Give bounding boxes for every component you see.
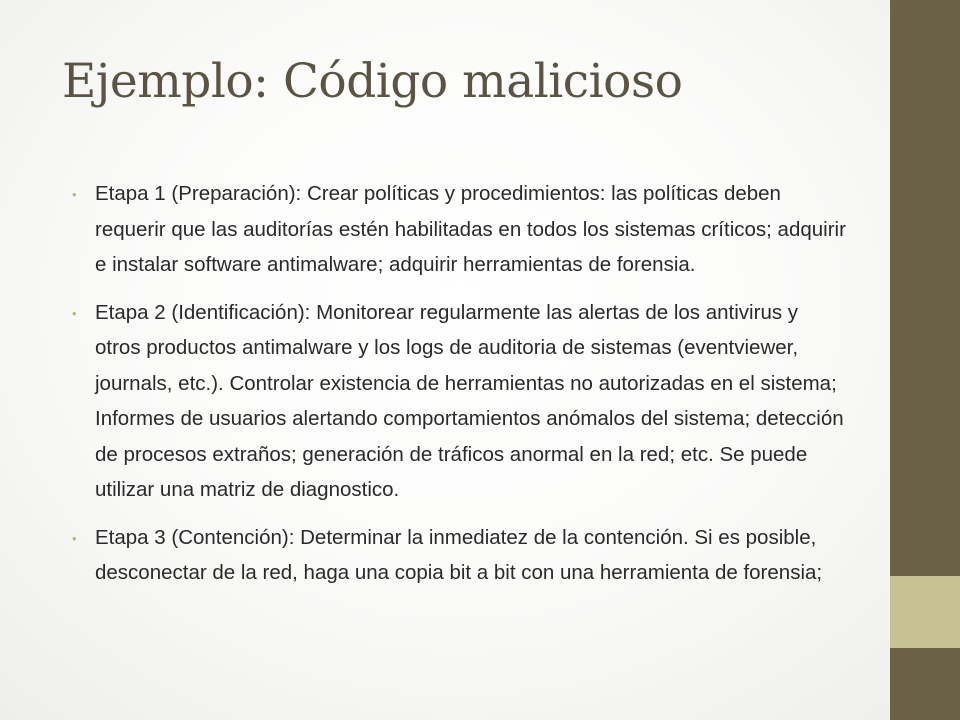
bullet-text: Etapa 3 (Contención): Determinar la inmediatez de la contención. Si es posible, desconectar de la red, haga una copia bit a bit con una herramienta de forensia; <box>95 525 823 584</box>
sidebar-decoration-accent <box>890 576 960 648</box>
bullet-text: Etapa 1 (Preparación): Crear políticas y procedimientos: las políticas deben requerir que las auditorías estén habilitadas en todos los sistemas críticos; adquirir e instalar software antimalware; adquirir herramientas de forensia. <box>95 182 846 276</box>
bullet-item-1 <box>71 176 846 283</box>
sidebar-decoration-top <box>890 0 960 576</box>
bullet-text: Etapa 2 (Identificación): Monitorear regularmente las alertas de los antivirus y otros productos antimalware y los logs de auditoria de sistemas (eventviewer, journals, etc.). Controlar existencia de herramientas no autorizadas en el sistema; Informes de usuarios alertando comportamientos anómalos del sistema; detección de procesos extraños; generación de tráficos anormal en la red; etc. Se puede utilizar una matriz de diagnostico. <box>95 300 844 501</box>
bullet-item-3 <box>71 520 846 591</box>
sidebar-decoration-bottom <box>890 648 960 720</box>
bullet-item-2 <box>71 295 846 508</box>
slide-title: Ejemplo: Código malicioso <box>62 54 683 109</box>
bullet-icon: • <box>72 187 77 202</box>
bullet-icon: • <box>72 305 77 321</box>
bullet-icon: • <box>72 530 77 546</box>
bullet-list <box>71 176 846 603</box>
